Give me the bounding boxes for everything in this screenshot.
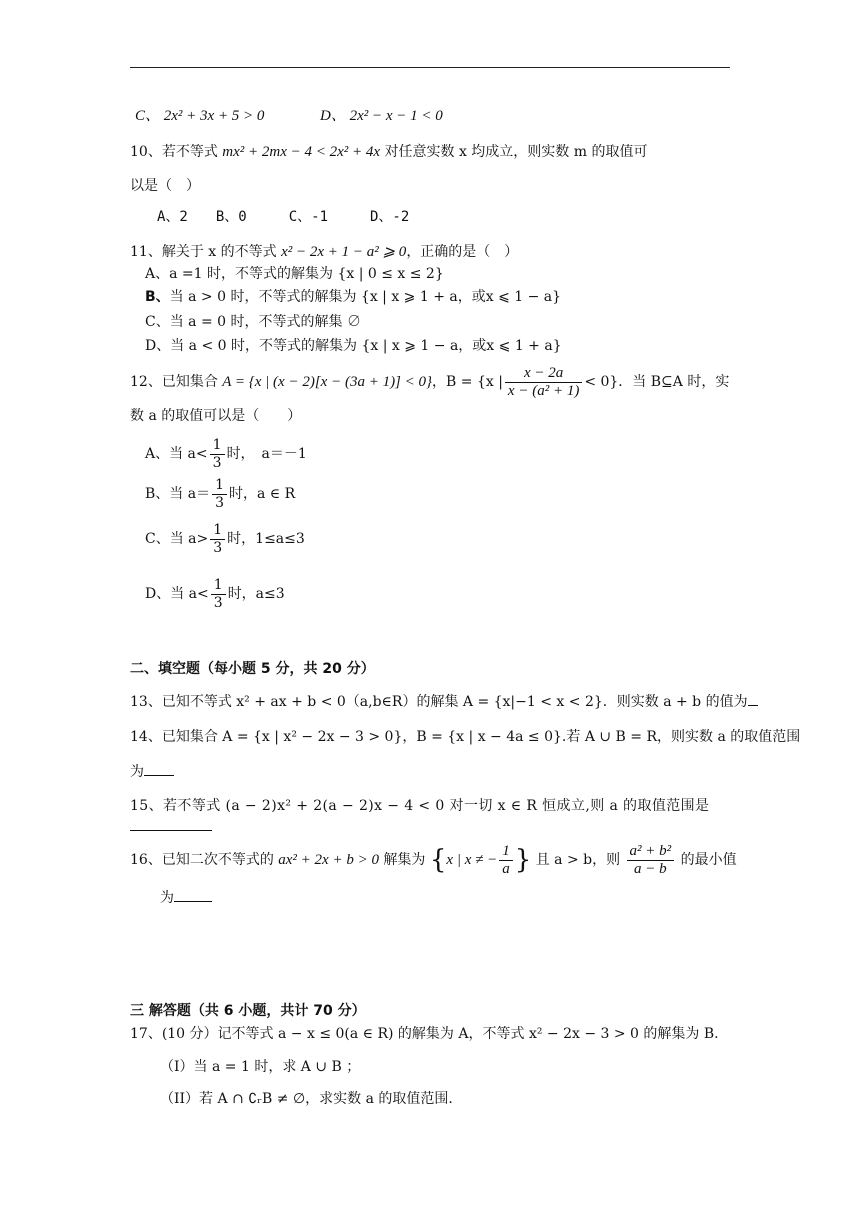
q15: 15、若不等式 (a − 2)x² + 2(a − 2)x − 4 < 0 对一切 x ∈ R 恒成立,则 a 的取值范围是	[130, 798, 710, 814]
q12-stem-line2: 数 a 的取值可以是（ ）	[130, 408, 302, 424]
q11-stem: 11、解关于 x 的不等式 x² − 2x + 1 − a² ⩾ 0，正确的是（ ）	[130, 244, 519, 260]
q17-stem: 17、(10 分）记不等式 a − x ≤ 0(a ∈ R) 的解集为 A，不等式 x² − 2x − 3 > 0 的解集为 B.	[130, 1026, 719, 1042]
q13: 13、已知不等式 x² + ax + b < 0（a,b∈R）的解集 A = {x|−1 < x < 2}．则实数 a + b 的值为	[130, 692, 758, 712]
q11-option-d: D、当 a < 0 时，不等式的解集为 {x | x ⩾ 1 − a，或x ⩽ 1 + a}	[145, 338, 562, 354]
q16-fraction: $\frac{\text{a² + b²}}{a - b}$	[627, 843, 675, 878]
q9-option-d: D、 2x² − x − 1 < 0	[320, 108, 443, 124]
section-2-heading: 二、填空题（每小题 5 分，共 20 分）	[130, 661, 375, 677]
q14-line2: 为	[130, 762, 174, 782]
q12-option-a: A、当 a< $\frac{1}{3}$ 时， a＝－1	[145, 436, 307, 471]
q17-part-i: （I）当 a = 1 时，求 A ∪ B ；	[160, 1059, 361, 1075]
q9-option-c: C、 2x² + 3x + 5 > 0	[135, 108, 265, 124]
q10-options: A、2 B、0 C、-1 D、-2	[157, 209, 410, 225]
q16-line1: 16、已知二次不等式的 ax² + 2x + b > 0 解集为 {x | x ≠ − $\frac{1}{a}$ } 且 a > b，则 $\frac{\text{a² + b²}}{a - b}$ 的最小值	[130, 842, 737, 877]
q15-answer-blank	[130, 830, 212, 831]
q14-line1: 14、已知集合 A = {x | x² − 2x − 3 > 0}，B = {x | x − 4a ≤ 0}.若 A ∪ B = R，则实数 a 的取值范围	[130, 729, 801, 745]
q12-fraction: $\frac{x - 2a}{\text{x − (a² + 1)}}$	[505, 365, 582, 400]
section-3-heading: 三 解答题（共 6 小题，共计 70 分）	[130, 1003, 366, 1019]
q12-option-c: C、当 a> $\frac{1}{3}$ 时，1≤a≤3	[145, 521, 305, 556]
q11-option-b: B、当 a > 0 时，不等式的解集为 {x | x ⩾ 1 + a，或x ⩽ 1 − a}	[145, 289, 562, 305]
q10-stem-line1: 10、若不等式 mx² + 2mx − 4 < 2x² + 4x 对任意实数 x 均成立，则实数 m 的取值可	[130, 144, 648, 160]
q12-stem-line1: 12、已知集合 A = {x | (x − 2)[x − (3a + 1)] < 0}，B = {x | $\frac{x - 2a}{\text{x − (a² + 1)}}$ < 0}．当 B⊆A 时，实	[130, 364, 730, 399]
q11-option-a: A、a =1 时，不等式的解集为 {x | 0 ≤ x ≤ 2}	[145, 266, 444, 282]
q12-option-b: B、当 a＝ $\frac{1}{3}$ 时，a ∈ R	[145, 476, 296, 511]
q16-line2: 为	[160, 888, 212, 908]
q12-option-d: D、当 a< $\frac{1}{3}$ 时，a≤3	[145, 576, 285, 611]
q17-part-ii: （II）若 A ∩ ∁ᵣB ≠ ∅，求实数 a 的取值范围.	[160, 1091, 453, 1107]
header-rule	[130, 67, 730, 68]
q10-stem-line2: 以是（ ）	[130, 178, 200, 194]
q11-option-c: C、当 a = 0 时，不等式的解集 ∅	[145, 314, 361, 330]
